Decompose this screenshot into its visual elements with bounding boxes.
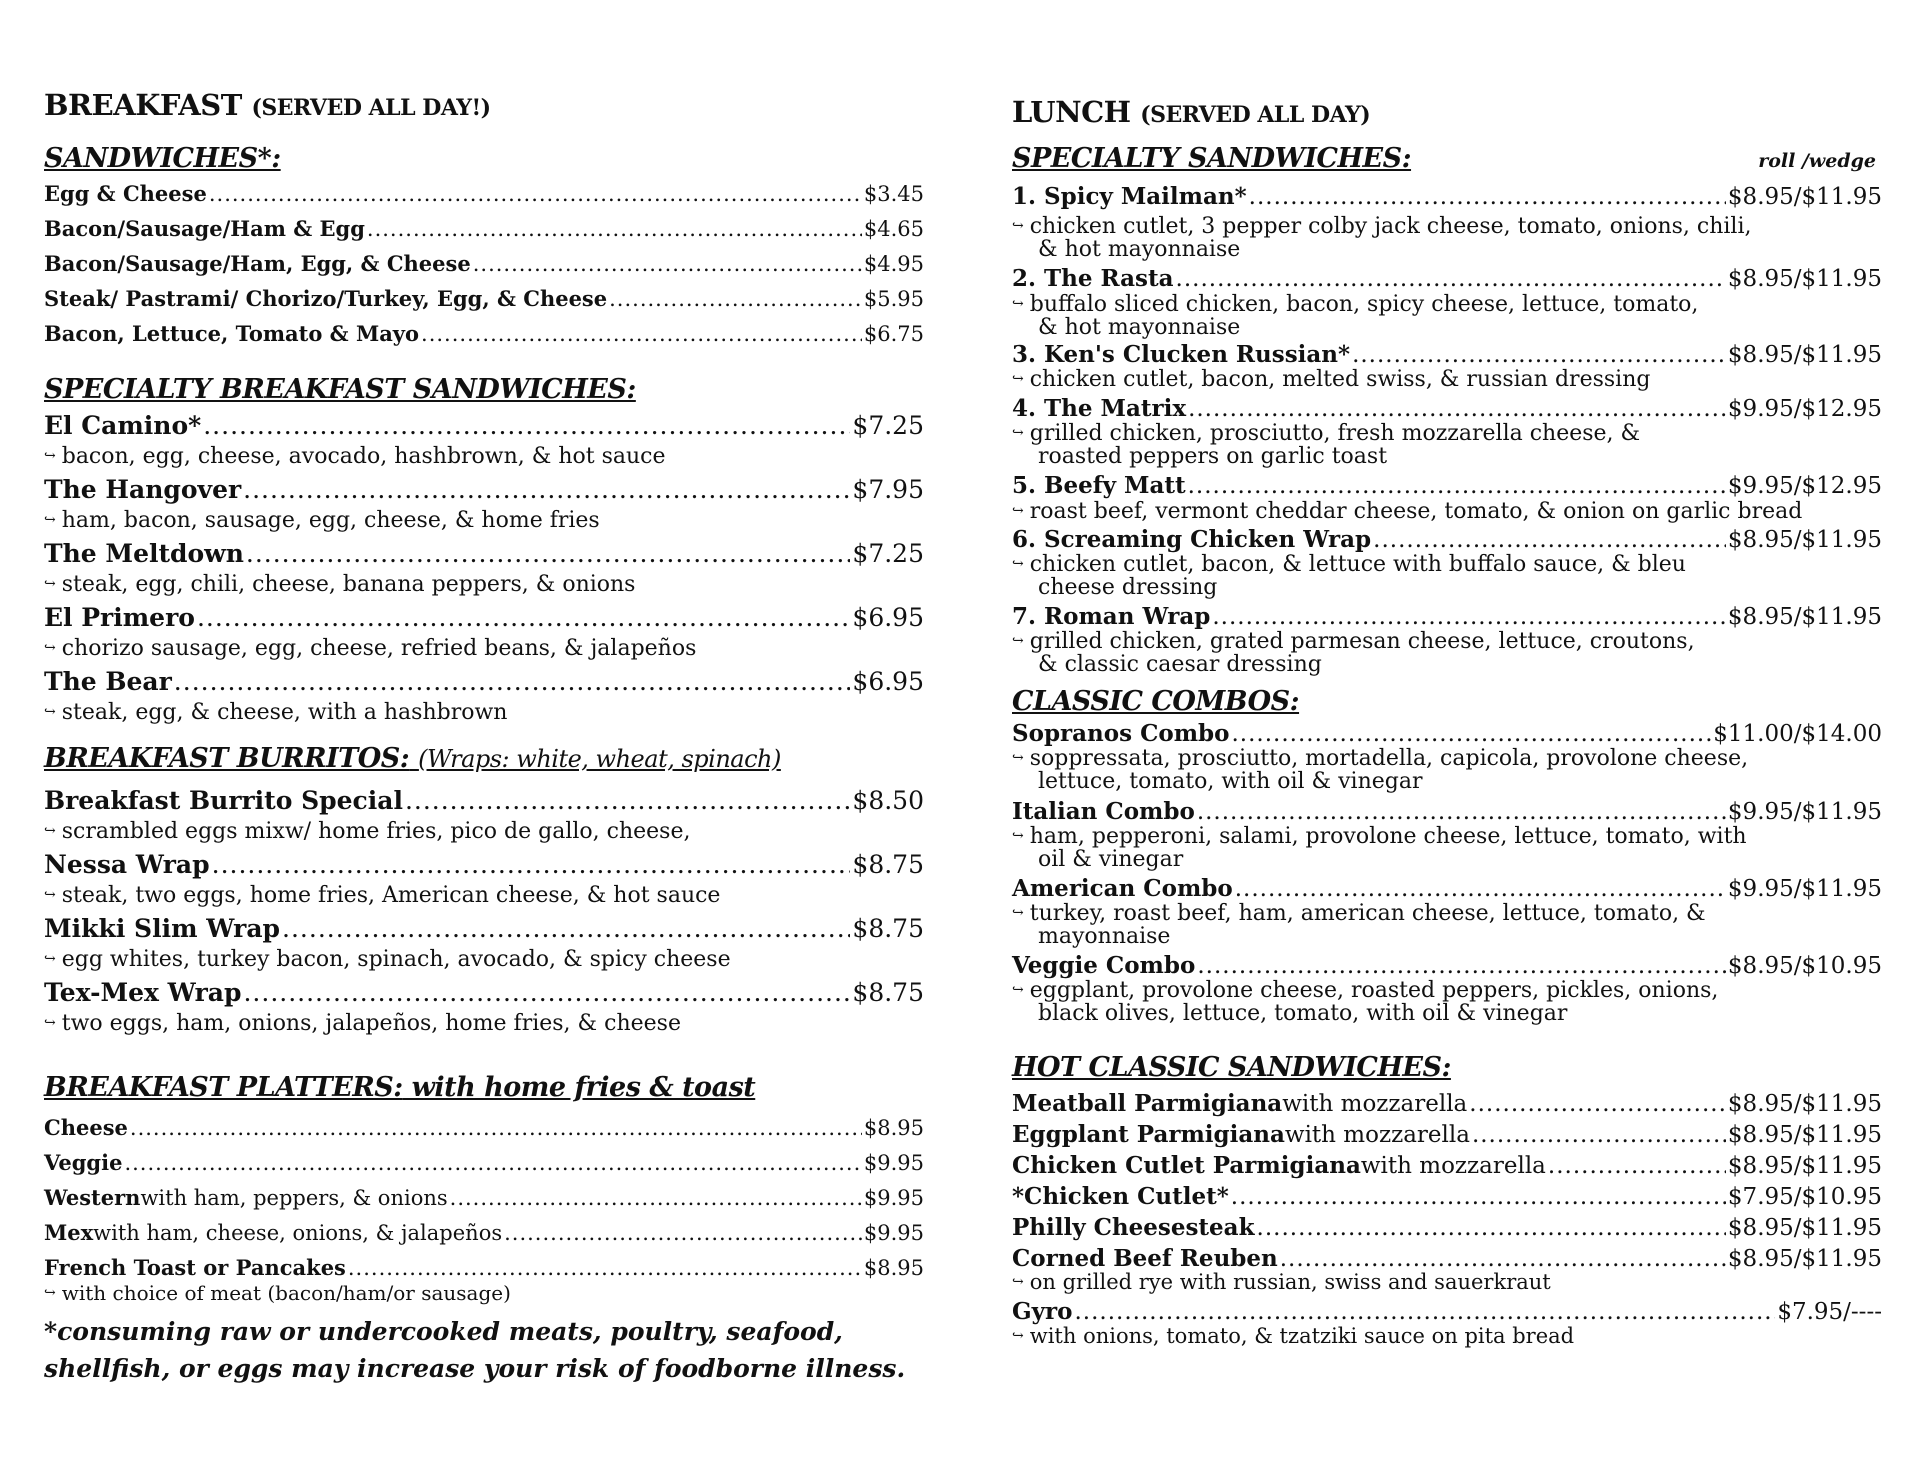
arrow-icon: ↪ [1012,905,1024,921]
arrow-icon: ↪ [44,951,56,967]
menu-item: Italian Combo ..... $9.95/$11.95 [1012,798,1882,825]
specialty-breakfast-heading: SPECIALTY BREAKFAST SANDWICHES: [44,374,636,405]
item-description: ↪ with onions, tomato, & tzatziki sauce on pita bread [1012,1324,1575,1348]
menu-item: Tex-Mex Wrap ..... $8.75 [44,978,924,1007]
breakfast-burritos-heading: BREAKFAST BURRITOS: (Wraps: white, wheat, spinach) [44,743,781,774]
item-description: ↪ ham, bacon, sausage, egg, cheese, & home fries [44,508,600,533]
item-description: ↪ chicken cutlet, 3 pepper colby jack cheese, tomato, onions, chili, & hot mayonnaise [1012,214,1752,262]
menu-item: *Chicken Cutlet* ..... $7.95/$10.95 [1012,1183,1882,1210]
item-description: ↪ steak, two eggs, home fries, American cheese, & hot sauce [44,883,721,908]
menu-item: The Bear ..... $6.95 [44,667,924,696]
menu-item: Meatball Parmigiana with mozzarella ..... $8.95/$11.95 [1012,1090,1882,1117]
menu-item: Western with ham, peppers, & onions ..... $9.95 [44,1185,924,1210]
menu-item: The Hangover ..... $7.95 [44,475,924,504]
menu-item: Gyro ..... $7.95/---- [1012,1298,1882,1325]
item-description: ↪ eggplant, provolone cheese, roasted peppers, pickles, onions, black olives, lettuce, tomato, with oil & vinegar [1012,978,1719,1026]
item-description: ↪ ham, pepperoni, salami, provolone cheese, lettuce, tomato, with oil & vinegar [1012,824,1747,872]
item-description: ↪ bacon, egg, cheese, avocado, hashbrown, & hot sauce [44,444,666,469]
menu-item: 4. The Matrix ..... $9.95/$12.95 [1012,395,1882,422]
menu-item: Veggie ..... $9.95 [44,1150,924,1175]
menu-item: Nessa Wrap ..... $8.75 [44,850,924,879]
item-description: ↪ chicken cutlet, bacon, & lettuce with buffalo sauce, & bleu cheese dressing [1012,552,1686,600]
menu-item: Eggplant Parmigiana with mozzarella ..... $8.95/$11.95 [1012,1121,1882,1148]
item-description: ↪ scrambled eggs mixw/ home fries, pico de gallo, cheese, [44,819,691,844]
menu-item: 3. Ken's Clucken Russian* ..... $8.95/$11.95 [1012,341,1882,368]
arrow-icon: ↪ [1012,828,1024,844]
item-description: ↪ grilled chicken, grated parmesan cheese, lettuce, croutons, & classic caesar dressing [1012,629,1695,677]
menu-item: 6. Screaming Chicken Wrap ..... $8.95/$11.95 [1012,526,1882,553]
item-description: ↪ with choice of meat (bacon/ham/or sausage) [44,1281,511,1305]
item-description: ↪ roast beef, vermont cheddar cheese, tomato, & onion on garlic bread [1012,499,1803,524]
menu-item: French Toast or Pancakes ..... $8.95 [44,1255,924,1280]
item-description: ↪ soppressata, prosciutto, mortadella, capicola, provolone cheese, lettuce, tomato, with oil & vinegar [1012,746,1749,794]
item-description: ↪ buffalo sliced chicken, bacon, spicy cheese, lettuce, tomato, & hot mayonnaise [1012,292,1699,340]
menu-item: Chicken Cutlet Parmigiana with mozzarella ..... $8.95/$11.95 [1012,1152,1882,1179]
specialty-sandwiches-heading: SPECIALTY SANDWICHES: [1012,143,1412,174]
arrow-icon: ↪ [1012,218,1024,234]
breakfast-platters-heading: BREAKFAST PLATTERS: with home fries & toast [44,1072,756,1103]
arrow-icon: ↪ [44,576,56,592]
arrow-icon: ↪ [1012,982,1024,998]
arrow-icon: ↪ [1012,1274,1024,1290]
menu-item: Veggie Combo ..... $8.95/$10.95 [1012,952,1882,979]
menu-item: El Primero ..... $6.95 [44,603,924,632]
item-description: ↪ on grilled rye with russian, swiss and sauerkraut [1012,1270,1551,1294]
menu-item: Bacon, Lettuce, Tomato & Mayo ..... $6.75 [44,321,924,346]
arrow-icon: ↪ [44,640,56,656]
lunch-title: LUNCH (SERVED ALL DAY) [1012,95,1371,129]
menu-item: Steak/ Pastrami/ Chorizo/Turkey, Egg, & Cheese ..... $5.95 [44,286,924,311]
arrow-icon: ↪ [1012,750,1024,766]
item-description: ↪ grilled chicken, prosciutto, fresh mozzarella cheese, & roasted peppers on garlic toast [1012,421,1641,469]
arrow-icon: ↪ [1012,556,1024,572]
health-warning: *consuming raw or undercooked meats, poultry, seafood, shellfish, or eggs may increase your risk of foodborne illness. [44,1317,906,1383]
menu-item: 2. The Rasta ..... $8.95/$11.95 [1012,265,1882,292]
item-description: ↪ turkey, roast beef, ham, american cheese, lettuce, tomato, & mayonnaise [1012,901,1706,949]
arrow-icon: ↪ [1012,1328,1024,1344]
item-description: ↪ steak, egg, & cheese, with a hashbrown [44,700,508,725]
arrow-icon: ↪ [1012,371,1024,387]
arrow-icon: ↪ [1012,503,1024,519]
menu-item: Corned Beef Reuben ..... $8.95/$11.95 [1012,1245,1882,1272]
menu-item: Mex with ham, cheese, onions, & jalapeños ..... $9.95 [44,1220,924,1245]
item-description: ↪ steak, egg, chili, cheese, banana peppers, & onions [44,572,636,597]
size-note: roll /wedge [1758,150,1876,172]
breakfast-sandwiches-heading: SANDWICHES*: [44,143,281,174]
menu-item: Bacon/Sausage/Ham, Egg, & Cheese ..... $4.95 [44,251,924,276]
menu-item: The Meltdown ..... $7.25 [44,539,924,568]
menu-item: Egg & Cheese ..... $3.45 [44,181,924,206]
menu-item: American Combo ..... $9.95/$11.95 [1012,875,1882,902]
arrow-icon: ↪ [44,887,56,903]
item-description: ↪ chorizo sausage, egg, cheese, refried beans, & jalapeños [44,636,697,661]
item-description: ↪ chicken cutlet, bacon, melted swiss, & russian dressing [1012,367,1651,392]
arrow-icon: ↪ [1012,425,1024,441]
menu-item: 5. Beefy Matt ..... $9.95/$12.95 [1012,472,1882,499]
arrow-icon: ↪ [44,704,56,720]
menu-item: 7. Roman Wrap ..... $8.95/$11.95 [1012,603,1882,630]
menu-item: Philly Cheesesteak ..... $8.95/$11.95 [1012,1214,1882,1241]
arrow-icon: ↪ [1012,296,1024,312]
menu-item: 1. Spicy Mailman* ..... $8.95/$11.95 [1012,183,1882,210]
arrow-icon: ↪ [44,512,56,528]
menu-item: Mikki Slim Wrap ..... $8.75 [44,914,924,943]
menu-item: Breakfast Burrito Special ..... $8.50 [44,786,924,815]
arrow-icon: ↪ [44,448,56,464]
menu-item: Bacon/Sausage/Ham & Egg ..... $4.65 [44,216,924,241]
arrow-icon: ↪ [1012,633,1024,649]
menu-item: El Camino* ..... $7.25 [44,411,924,440]
arrow-icon: ↪ [44,823,56,839]
hot-classic-heading: HOT CLASSIC SANDWICHES: [1012,1052,1451,1083]
item-description: ↪ two eggs, ham, onions, jalapeños, home fries, & cheese [44,1011,681,1036]
breakfast-title: BREAKFAST (SERVED ALL DAY!) [44,88,491,122]
menu-item: Sopranos Combo ..... $11.00/$14.00 [1012,720,1882,747]
item-description: ↪ egg whites, turkey bacon, spinach, avocado, & spicy cheese [44,947,731,972]
classic-combos-heading: CLASSIC COMBOS: [1012,686,1300,717]
arrow-icon: ↪ [44,1015,56,1031]
menu-item: Cheese ..... $8.95 [44,1115,924,1140]
arrow-icon: ↪ [44,1285,56,1301]
